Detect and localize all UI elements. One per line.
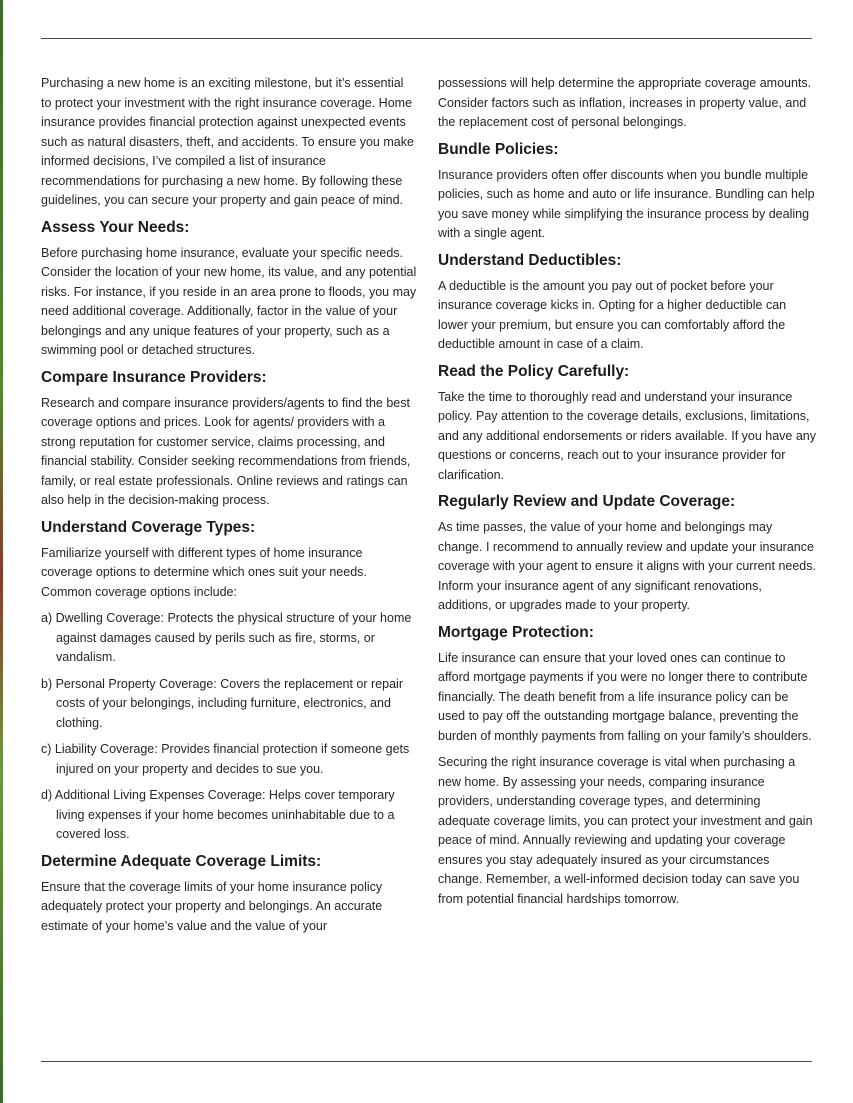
assess-needs-heading: Assess Your Needs: <box>41 218 190 236</box>
read-policy-heading: Read the Policy Carefully: <box>438 362 630 380</box>
top-divider <box>41 38 812 39</box>
coverage-limits-body: Ensure that the coverage limits of your home insurance policy adequately protect your property and belongings. An accurate estimate of your home’s value and the value of your <box>41 879 383 933</box>
right-column <box>438 74 816 916</box>
coverage-item-living-expenses: d) Additional Living Expenses Coverage: Helps cover temporary living expenses if your home becomes uninhabitable due to a covered loss. <box>41 788 395 841</box>
coverage-item-liability: c) Liability Coverage: Provides financial protection if someone gets injured on your property and decides to sue you. <box>41 742 410 776</box>
intro-paragraph: Purchasing a new home is an exciting milestone, but it’s essential to protect your investment with the right insurance coverage. Home insurance provides financial protection against unexpected events such as natural disasters, theft, and accidents. To ensure you make informed decisions, I’ve compiled a list of insurance recommendations for purchasing a new home. By following these guidelines, you can secure your property and gain peace of mind. <box>41 76 414 207</box>
decorative-edge-strip <box>0 0 3 1103</box>
coverage-item-dwelling: a) Dwelling Coverage: Protects the physical structure of your home against damages caused by perils such as fire, storms, or vandalism. <box>41 611 412 664</box>
coverage-item-personal-property: b) Personal Property Coverage: Covers the replacement or repair costs of your belongings, including furniture, electronics, and clothing. <box>41 676 403 730</box>
review-coverage-heading: Regularly Review and Update Coverage: <box>438 493 736 510</box>
coverage-types-heading: Understand Coverage Types: <box>41 518 256 536</box>
review-coverage-body: As time passes, the value of your home and belongings may change. I recommend to annually review and update your insurance coverage with your agent to ensure it aligns with your current needs. Inform your insurance agent of any significant renovations, additions, or upgrades made to your property. <box>438 520 816 612</box>
bundle-policies-heading: Bundle Policies: <box>438 140 559 158</box>
coverage-limits-continued: possessions will help determine the appropriate coverage amounts. Consider factors such as inflation, increases in property value, and the replacement cost of personal belongings. <box>438 76 812 129</box>
coverage-types-body: Familiarize yourself with different types of home insurance coverage options to determine which ones suit your needs. Common coverage options include: <box>41 545 367 599</box>
mortgage-protection-heading: Mortgage Protection: <box>438 623 594 641</box>
compare-providers-body: Research and compare insurance providers/agents to find the best coverage options and prices. Look for agents/ providers with a strong reputation for customer service, claims processing, and financial stability. Consider seeking recommendations from friends, family, or real estate professionals. Online reviews and ratings can also help in the decision-making process. <box>41 395 411 507</box>
deductibles-body: A deductible is the amount you pay out of pocket before your insurance coverage kicks in. Opting for a higher deductible can lower your premium, but ensure you can comfortably afford the deductible amount in case of a claim. <box>438 278 787 351</box>
left-column <box>41 74 417 943</box>
read-policy-body: Take the time to thoroughly read and understand your insurance policy. Pay attention to the coverage details, exclusions, limitations, and any additional endorsements or riders available. If you have any questions or concerns, reach out to your insurance provider for clarification. <box>438 389 817 482</box>
assess-needs-body: Before purchasing home insurance, evaluate your specific needs. Consider the location of your new home, its value, and any potential risks. For instance, if you reside in an area prone to floods, you may need additional coverage. Additionally, factor in the value of your belongings and any unique features of your property, such as a swimming pool or detached structures. <box>41 245 417 357</box>
bottom-divider <box>41 1061 812 1062</box>
bundle-policies-body: Insurance providers often offer discounts when you bundle multiple policies, such as home and auto or life insurance. Bundling can help you save money while simplifying the insurance process by dealing with a single agent. <box>438 167 815 240</box>
deductibles-heading: Understand Deductibles: <box>438 251 622 269</box>
compare-providers-heading: Compare Insurance Providers: <box>41 368 267 386</box>
mortgage-protection-body: Life insurance can ensure that your loved ones can continue to afford mortgage payments if you were no longer there to contribute financially. The death benefit from a life insurance policy can be used to pay off the outstanding mortgage balance, preventing the burden of monthly payments from falling on your family’s shoulders. <box>438 650 812 743</box>
coverage-limits-heading: Determine Adequate Coverage Limits: <box>41 852 322 870</box>
conclusion-paragraph: Securing the right insurance coverage is vital when purchasing a new home. By assessing your needs, comparing insurance providers, understanding coverage types, and determining adequate coverage limits, you can protect your investment and gain peace of mind. Annually reviewing and updating your coverage ensures you stay adequately insured as your circumstances change. Remember, a well-informed decision today can save you from potential financial hardships tomorrow. <box>438 755 813 906</box>
